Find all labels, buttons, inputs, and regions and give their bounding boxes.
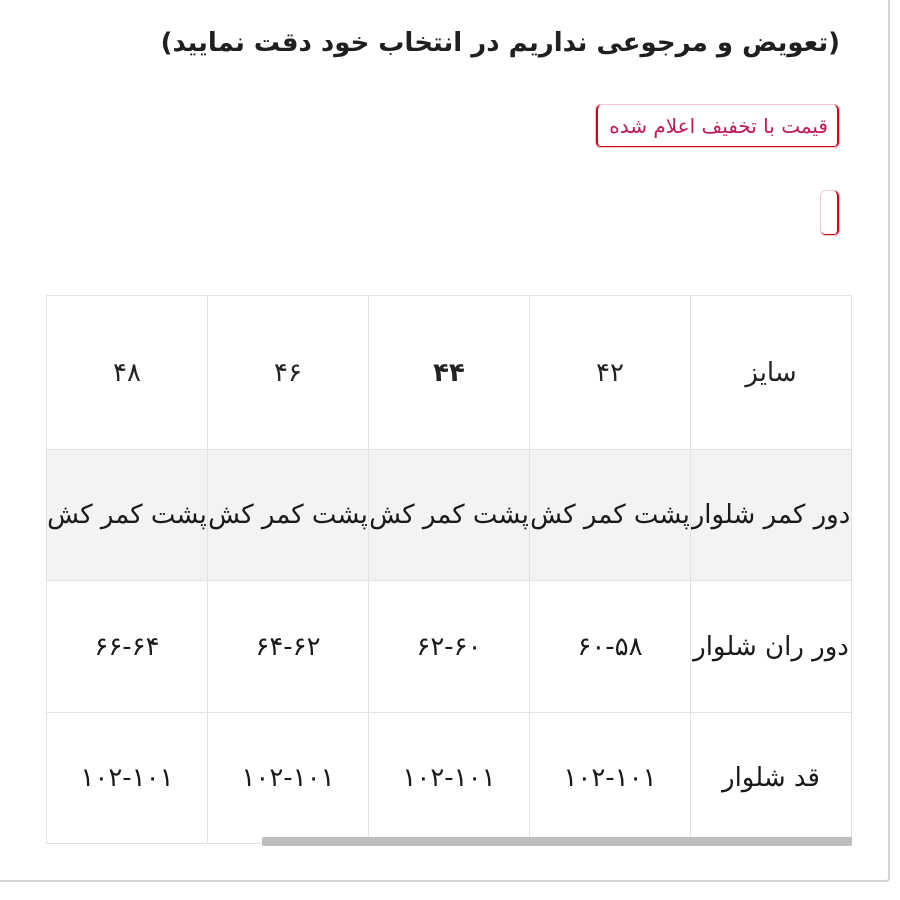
table-cell: ۴۸ xyxy=(47,296,208,450)
discount-badge: قیمت با تخفیف اعلام شده xyxy=(595,104,840,148)
table-cell: دور ران شلوار xyxy=(691,581,852,713)
table-cell: سایز xyxy=(691,296,852,450)
table-cell: ۱۰۲-۱۰۱ xyxy=(530,713,691,844)
table-cell: قد شلوار xyxy=(691,713,852,844)
table-cell: ۱۰۲-۱۰۱ xyxy=(369,713,530,844)
horizontal-scrollbar[interactable] xyxy=(262,837,852,846)
table-row xyxy=(47,713,852,844)
table-row xyxy=(47,450,852,581)
table-cell: پشت کمر کش xyxy=(369,450,530,581)
table-cell: ۴۴ xyxy=(369,296,530,450)
table-cell: ۱۰۲-۱۰۱ xyxy=(47,713,208,844)
table-cell: ۱۰۲-۱۰۱ xyxy=(208,713,369,844)
table-cell: پشت کمر کش xyxy=(47,450,208,581)
table-row xyxy=(47,296,852,450)
table-cell: ۴۲ xyxy=(530,296,691,450)
table-row xyxy=(47,581,852,713)
table-cell: دور کمر شلوار xyxy=(691,450,852,581)
table-cell: پشت کمر کش xyxy=(208,450,369,581)
table-cell: پشت کمر کش xyxy=(530,450,691,581)
size-table-scroll-container[interactable] xyxy=(36,295,852,845)
table-cell: ۶۴-۶۲ xyxy=(208,581,369,713)
table-cell: ۶۲-۶۰ xyxy=(369,581,530,713)
size-table xyxy=(46,295,852,844)
table-cell: ۶۶-۶۴ xyxy=(47,581,208,713)
table-cell: ۴۶ xyxy=(208,296,369,450)
table-cell: ۶۰-۵۸ xyxy=(530,581,691,713)
return-policy-notice: (تعویض و مرجوعی نداریم در انتخاب خود دقت نمایید) xyxy=(160,28,840,58)
empty-badge xyxy=(820,190,840,236)
